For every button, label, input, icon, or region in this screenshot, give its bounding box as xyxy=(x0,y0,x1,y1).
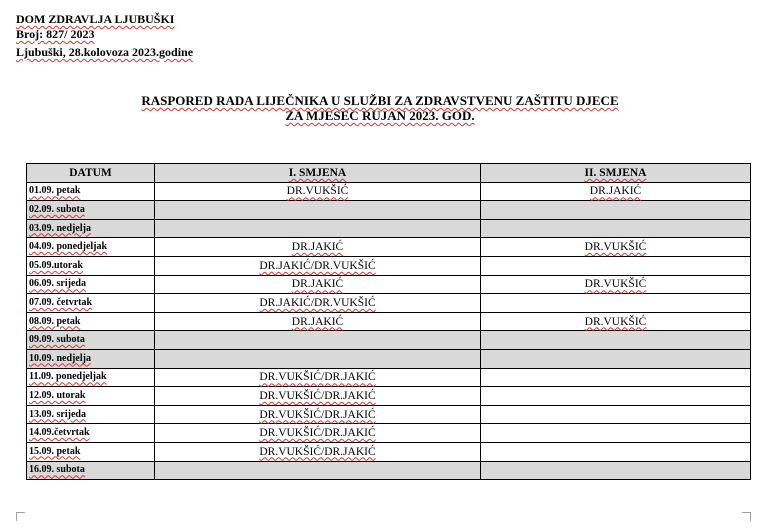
shift-2-cell xyxy=(481,424,751,443)
table-row xyxy=(27,461,751,480)
date-cell: 03.09. nedjelja xyxy=(27,219,155,238)
shift-1-cell: DR.JAKIĆ xyxy=(155,238,481,257)
table-row xyxy=(27,424,751,443)
shift-2-cell: DR.JAKIĆ xyxy=(481,182,751,201)
date-cell: 02.09. subota xyxy=(27,201,155,220)
shift-1-cell: DR.JAKIĆ/DR.VUKŠIĆ xyxy=(155,294,481,313)
shift-1-cell xyxy=(155,331,481,350)
shift-2-cell: DR.VUKŠIĆ xyxy=(481,275,751,294)
shift-2-cell: DR.VUKŠIĆ xyxy=(481,238,751,257)
date-cell: 06.09. srijeda xyxy=(27,275,155,294)
date-cell: 14.09.četvrtak xyxy=(27,424,155,443)
title-line-1: RASPORED RADA LIJEČNIKA U SLUŽBI ZA ZDRAVSTVENU ZAŠTITU DJECE xyxy=(141,93,619,108)
document-number: Broj: 827/ 2023 xyxy=(16,27,95,41)
date-cell: 16.09. subota xyxy=(27,461,155,480)
document-header xyxy=(16,12,193,60)
table-header-row xyxy=(27,164,751,183)
table-row xyxy=(27,312,751,331)
shift-1-cell xyxy=(155,201,481,220)
table-row xyxy=(27,182,751,201)
date-cell: 01.09. petak xyxy=(27,182,155,201)
date-cell: 12.09. utorak xyxy=(27,387,155,406)
shift-1-cell: DR.VUKŠIĆ xyxy=(155,182,481,201)
column-header-date: DATUM xyxy=(27,164,155,183)
table-row xyxy=(27,405,751,424)
shift-1-cell: DR.VUKŠIĆ/DR.JAKIĆ xyxy=(155,387,481,406)
shift-2-cell xyxy=(481,461,751,480)
date-cell: 13.09. srijeda xyxy=(27,405,155,424)
date-cell: 07.09. četvrtak xyxy=(27,294,155,313)
date-cell: 04.09. ponedjeljak xyxy=(27,238,155,257)
shift-1-cell: DR.VUKŠIĆ/DR.JAKIĆ xyxy=(155,368,481,387)
table-row xyxy=(27,275,751,294)
shift-2-cell xyxy=(481,442,751,461)
table-row xyxy=(27,238,751,257)
date-cell: 11.09. ponedjeljak xyxy=(27,368,155,387)
shift-2-cell xyxy=(481,387,751,406)
page-corner-mark-right xyxy=(742,512,751,521)
shift-1-cell: DR.JAKIĆ xyxy=(155,275,481,294)
page-corner-mark-left xyxy=(16,512,25,521)
shift-2-cell xyxy=(481,405,751,424)
column-header-shift-2: II. SMJENA xyxy=(481,164,751,183)
table-row xyxy=(27,201,751,220)
date-cell: 08.09. petak xyxy=(27,312,155,331)
schedule-table xyxy=(26,163,751,480)
shift-2-cell xyxy=(481,201,751,220)
table-row xyxy=(27,387,751,406)
title-line-2: ZA MJESEC RUJAN 2023. GOD. xyxy=(285,108,475,123)
table-row xyxy=(27,219,751,238)
date-cell: 09.09. subota xyxy=(27,331,155,350)
shift-2-cell xyxy=(481,331,751,350)
table-row xyxy=(27,368,751,387)
shift-1-cell xyxy=(155,219,481,238)
shift-2-cell xyxy=(481,368,751,387)
column-header-shift-1: I. SMJENA xyxy=(155,164,481,183)
table-row xyxy=(27,331,751,350)
date-cell: 10.09. nedjelja xyxy=(27,349,155,368)
table-row xyxy=(27,294,751,313)
shift-1-cell: DR.VUKŠIĆ/DR.JAKIĆ xyxy=(155,442,481,461)
schedule-rows xyxy=(27,182,751,480)
date-cell: 15.09. petak xyxy=(27,442,155,461)
shift-1-cell: DR.VUKŠIĆ/DR.JAKIĆ xyxy=(155,424,481,443)
table-row xyxy=(27,442,751,461)
shift-1-cell xyxy=(155,461,481,480)
document-title xyxy=(0,93,760,123)
shift-2-cell xyxy=(481,256,751,275)
shift-2-cell xyxy=(481,349,751,368)
shift-1-cell: DR.JAKIĆ xyxy=(155,312,481,331)
shift-1-cell: DR.VUKŠIĆ/DR.JAKIĆ xyxy=(155,405,481,424)
table-row xyxy=(27,256,751,275)
shift-2-cell xyxy=(481,294,751,313)
shift-1-cell: DR.JAKIĆ/DR.VUKŠIĆ xyxy=(155,256,481,275)
table-row xyxy=(27,349,751,368)
institution-name: DOM ZDRAVLJA LJUBUŠKI xyxy=(16,12,175,26)
shift-2-cell xyxy=(481,219,751,238)
shift-2-cell: DR.VUKŠIĆ xyxy=(481,312,751,331)
date-cell: 05.09.utorak xyxy=(27,256,155,275)
shift-1-cell xyxy=(155,349,481,368)
place-date: Ljubuški, 28.kolovoza 2023.godine xyxy=(16,45,194,59)
